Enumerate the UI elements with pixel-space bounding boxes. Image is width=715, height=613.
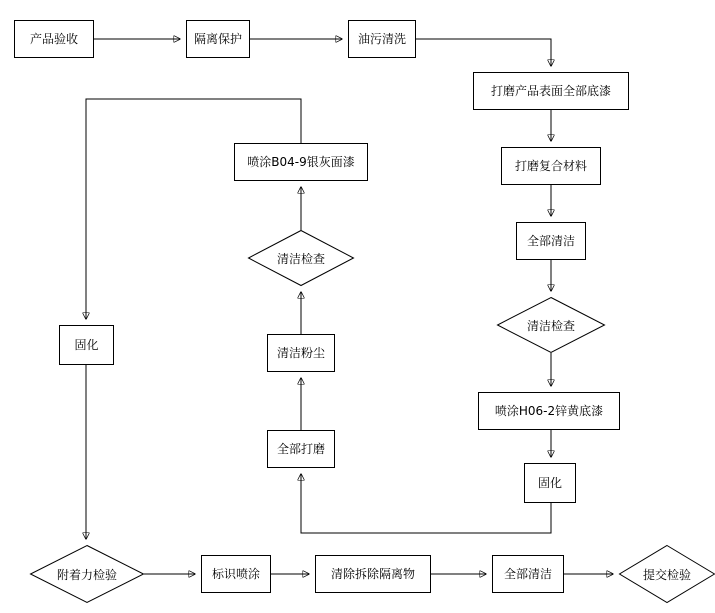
- node-label: 提交检验: [642, 567, 691, 582]
- node-label: 喷涂H06-2锌黄底漆: [494, 403, 604, 418]
- decision-node[interactable]: [248, 230, 354, 286]
- process-node[interactable]: [315, 555, 431, 593]
- connector: [416, 39, 551, 66]
- node-label: 全部清洁: [503, 566, 552, 581]
- process-node[interactable]: [348, 20, 416, 58]
- process-node[interactable]: [524, 463, 576, 503]
- process-node[interactable]: [186, 20, 250, 58]
- process-node[interactable]: [516, 222, 586, 260]
- node-label: 清洁检查: [276, 251, 325, 266]
- process-node[interactable]: [267, 334, 335, 372]
- node-label: 固化: [537, 475, 562, 490]
- process-node[interactable]: [492, 555, 564, 593]
- process-node[interactable]: [201, 555, 271, 593]
- decision-node[interactable]: [619, 545, 715, 603]
- node-label: 标识喷涂: [211, 566, 260, 581]
- node-label: 打磨复合材料: [514, 158, 587, 173]
- connector: [301, 474, 551, 533]
- process-node[interactable]: [59, 325, 114, 365]
- node-label: 打磨产品表面全部底漆: [490, 83, 611, 98]
- node-label: 隔离保护: [193, 31, 242, 46]
- process-node[interactable]: [234, 143, 368, 181]
- node-label: 清除拆除隔离物: [330, 566, 415, 581]
- connector: [86, 99, 301, 319]
- process-node[interactable]: [473, 72, 629, 110]
- node-label: 油污清洗: [357, 31, 406, 46]
- decision-node[interactable]: [30, 545, 144, 603]
- process-node[interactable]: [14, 20, 94, 58]
- node-label: 固化: [74, 337, 99, 352]
- node-label: 清洁粉尘: [276, 345, 325, 360]
- process-node[interactable]: [267, 430, 335, 468]
- process-node[interactable]: [501, 147, 601, 185]
- node-label: 喷涂B04-9银灰面漆: [247, 154, 355, 169]
- node-label: 全部清洁: [526, 233, 575, 248]
- node-label: 全部打磨: [276, 441, 325, 456]
- process-node[interactable]: [478, 392, 620, 430]
- node-label: 清洁检查: [526, 318, 575, 333]
- decision-node[interactable]: [497, 297, 605, 353]
- node-label: 附着力检验: [56, 567, 117, 582]
- node-label: 产品验收: [29, 31, 78, 46]
